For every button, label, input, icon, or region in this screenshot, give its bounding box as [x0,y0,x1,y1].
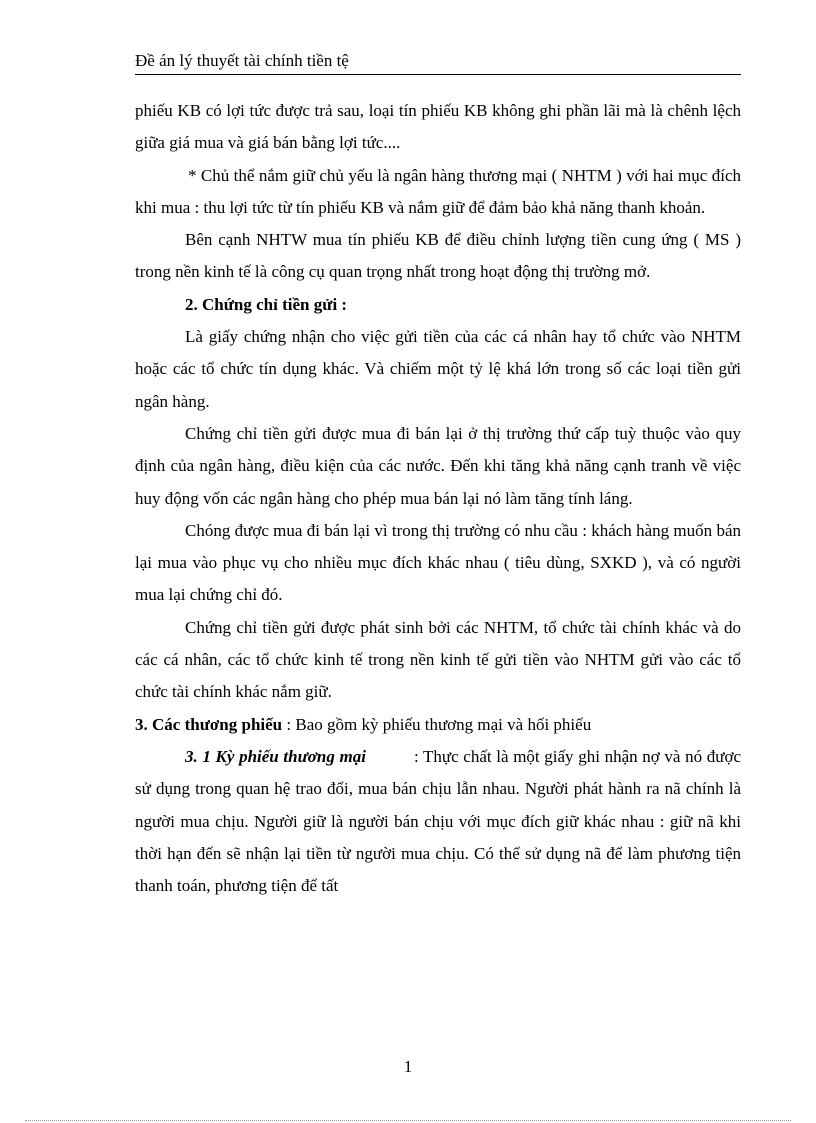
paragraph-resale-demand: Chóng được mua đi bán lại vì trong thị trường có nhu cầu : khách hàng muốn bán lại mua vào phục vụ cho nhiều mục đích khác nhau ( tiêu dùng, SXKD ), và có người mua lại chứng chỉ đó. [135,520,741,605]
paragraph-issuers: Chứng chỉ tiền gửi được phát sinh bởi các NHTM, tổ chức tài chính khác và do các cá nhân, các tổ chức kinh tế trong nền kinh tế gửi tiền vào NHTM gửi vào các tổ chức tài chính khác nắm giữ. [135,617,741,702]
paragraph-holders: * Chủ thể nắm giữ chủ yếu là ngân hàng thương mại ( NHTM ) với hai mục đích khi mua : thu lợi tức từ tín phiếu KB và nắm giữ để đảm bảo khả năng thanh khoản. [135,165,741,217]
paragraph-secondary-market: Chứng chỉ tiền gửi được mua đi bán lại ở thị trường thứ cấp tuỳ thuộc vào quy định của ngân hàng, điều kiện của các nước. Đến khi tăng khả năng cạnh tranh về việc huy động vốn các ngân hàng cho phép mua bán lại nó làm tăng tính láng. [135,423,741,508]
document-body [135,95,741,902]
paragraph-promissory-note [135,741,741,902]
subsection-heading-label: 3. 1 Kỳ phiếu thương mại [185,746,366,766]
section-heading-deposit-certificates: 2. Chứng chỉ tiền gửi : [185,294,348,314]
paragraph-deposit-definition: Là giấy chứng nhận cho việc gửi tiền của các cá nhân hay tổ chức vào NHTM hoặc các tổ chức tín dụng khác. Và chiếm một tỷ lệ khá lớn trong số các loại tiền gửi ngân hàng. [135,327,741,411]
running-header [135,50,741,75]
subsection-body: : Thực chất là một giấy ghi nhận nợ và nó được sử dụng trong quan hệ trao đổi, mua bán chịu lẫn nhau. Người phát hành ra nã chính là người mua chịu. Người giữ là người bán chịu với mục đích giữ khác nhau : giữ nã khi thời hạn đến sẽ nhận lại tiền từ người mua chịu. Có thể sử dụng nã để làm phương tiện thanh toán, phương tiện để tất [135,746,741,896]
section-heading-rest: : Bao gồm kỳ phiếu thương mại và hối phiếu [282,714,592,734]
header-title: Đề án lý thuyết tài chính tiền tệ [135,51,349,70]
paragraph-open-market: Bên cạnh NHTW mua tín phiếu KB để điều chỉnh lượng tiền cung ứng ( MS ) trong nền kinh tế là công cụ quan trọng nhất trong hoạt động thị trường mở. [135,230,741,282]
page-number: 1 [403,1057,413,1076]
section-heading-commercial-papers [135,709,741,741]
section-heading-label: 3. Các thương phiếu [135,714,283,734]
page-bottom-border [25,1120,791,1121]
paragraph-continuation: phiếu KB có lợi tức được trả sau, loại tín phiếu KB không ghi phần lãi mà là chênh lệch giữa giá mua và giá bán bằng lợi tức.... [135,101,741,153]
